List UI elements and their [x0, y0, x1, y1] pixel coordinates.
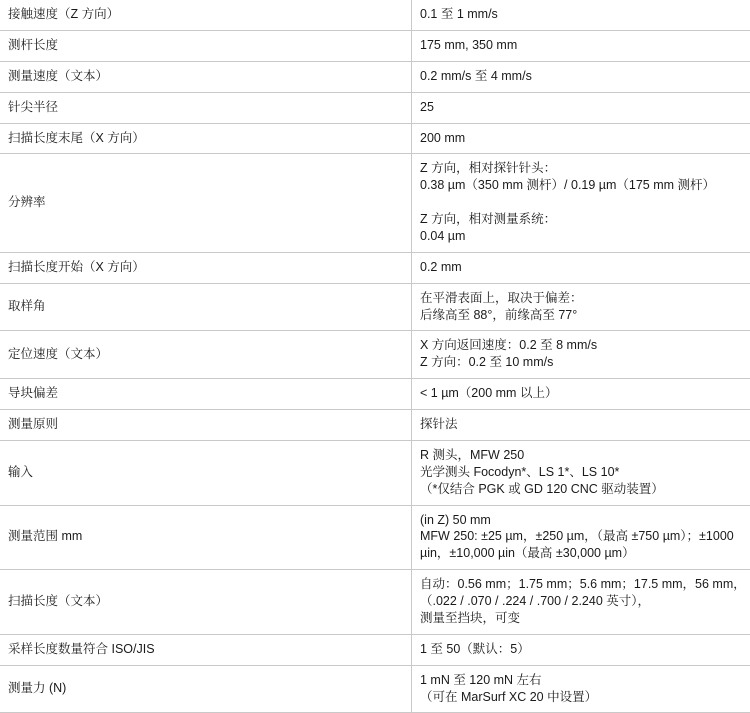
- value-line: 0.2 mm/s 至 4 mm/s: [420, 68, 750, 85]
- value-line: （可在 MarSurf XC 20 中设置）: [420, 689, 750, 706]
- table-row: [0, 410, 750, 441]
- table-row: [0, 30, 750, 61]
- row-value: [412, 252, 750, 283]
- value-line: < 1 µm（200 mm 以上）: [420, 385, 750, 402]
- row-label: 接触速度（Z 方向）: [0, 0, 412, 30]
- value-line: R 测头，MFW 250: [420, 447, 750, 464]
- value-line: 200 mm: [420, 130, 750, 147]
- value-line: 光学测头 Focodyn*、LS 1*、LS 10*: [420, 464, 750, 481]
- value-line: 25: [420, 99, 750, 116]
- value-line: (in Z) 50 mm: [420, 512, 750, 529]
- row-value: [412, 154, 750, 252]
- value-line: Z 方向，相对测量系统：: [420, 211, 750, 228]
- row-label: 采样长度数量符合 ISO/JIS: [0, 634, 412, 665]
- value-line: 0.38 µm（350 mm 测杆）/ 0.19 µm（175 mm 测杆）: [420, 177, 750, 194]
- table-row: [0, 154, 750, 252]
- value-line: µin，±10,000 µin（最高 ±30,000 µm）: [420, 545, 750, 562]
- value-line: 在平滑表面上，取决于偏差：: [420, 290, 750, 307]
- row-label: 扫描长度（文本）: [0, 570, 412, 635]
- value-line: （*仅结合 PGK 或 GD 120 CNC 驱动装置）: [420, 481, 750, 498]
- table-row: [0, 252, 750, 283]
- value-line: Z 方向：0.2 至 10 mm/s: [420, 354, 750, 371]
- table-row: [0, 0, 750, 30]
- row-label: 测量速度（文本）: [0, 61, 412, 92]
- value-line: 0.1 至 1 mm/s: [420, 6, 750, 23]
- value-line: 测量至挡块，可变: [420, 610, 750, 627]
- row-label: 导块偏差: [0, 379, 412, 410]
- row-value: [412, 440, 750, 505]
- table-row: [0, 665, 750, 713]
- row-label: 定位速度（文本）: [0, 331, 412, 379]
- table-row: [0, 331, 750, 379]
- value-line: 1 mN 至 120 mN 左右: [420, 672, 750, 689]
- row-label: 输入: [0, 440, 412, 505]
- row-value: [412, 283, 750, 331]
- table-row: [0, 634, 750, 665]
- value-line: 0.04 µm: [420, 228, 750, 245]
- table-row: [0, 440, 750, 505]
- row-value: [412, 123, 750, 154]
- row-value: [412, 379, 750, 410]
- row-value: [412, 61, 750, 92]
- value-line: 自动：0.56 mm；1.75 mm；5.6 mm；17.5 mm，56 mm，: [420, 576, 750, 593]
- value-line: （.022 / .070 / .224 / .700 / 2.240 英寸），: [420, 593, 750, 610]
- row-value: [412, 505, 750, 570]
- table-row: [0, 379, 750, 410]
- row-label: 测量原则: [0, 410, 412, 441]
- value-line: 后缘高至 88°，前缘高至 77°: [420, 307, 750, 324]
- row-value: [412, 331, 750, 379]
- row-value: [412, 570, 750, 635]
- table-row: [0, 505, 750, 570]
- row-value: [412, 634, 750, 665]
- row-label: 测杆长度: [0, 30, 412, 61]
- value-line: X 方向返回速度：0.2 至 8 mm/s: [420, 337, 750, 354]
- row-label: 扫描长度末尾（X 方向）: [0, 123, 412, 154]
- value-line: 探针法: [420, 416, 750, 433]
- value-line: 1 至 50（默认：5）: [420, 641, 750, 658]
- row-label: 取样角: [0, 283, 412, 331]
- value-line: 0.2 mm: [420, 259, 750, 276]
- row-value: [412, 410, 750, 441]
- table-row: [0, 92, 750, 123]
- row-label: 测量力 (N): [0, 665, 412, 713]
- value-line: 175 mm, 350 mm: [420, 37, 750, 54]
- table-row: [0, 570, 750, 635]
- row-label: 扫描长度开始（X 方向）: [0, 252, 412, 283]
- row-label: 分辨率: [0, 154, 412, 252]
- table-row: [0, 123, 750, 154]
- table-row: [0, 283, 750, 331]
- value-line: MFW 250: ±25 µm，±250 µm，（最高 ±750 µm）；±1000: [420, 528, 750, 545]
- table-row: [0, 61, 750, 92]
- row-label: 针尖半径: [0, 92, 412, 123]
- row-value: [412, 665, 750, 713]
- value-line: Z 方向，相对探针针头：: [420, 160, 750, 177]
- row-value: [412, 92, 750, 123]
- value-line-spacer: [420, 194, 750, 211]
- row-value: [412, 0, 750, 30]
- row-value: [412, 30, 750, 61]
- row-label: 测量范围 mm: [0, 505, 412, 570]
